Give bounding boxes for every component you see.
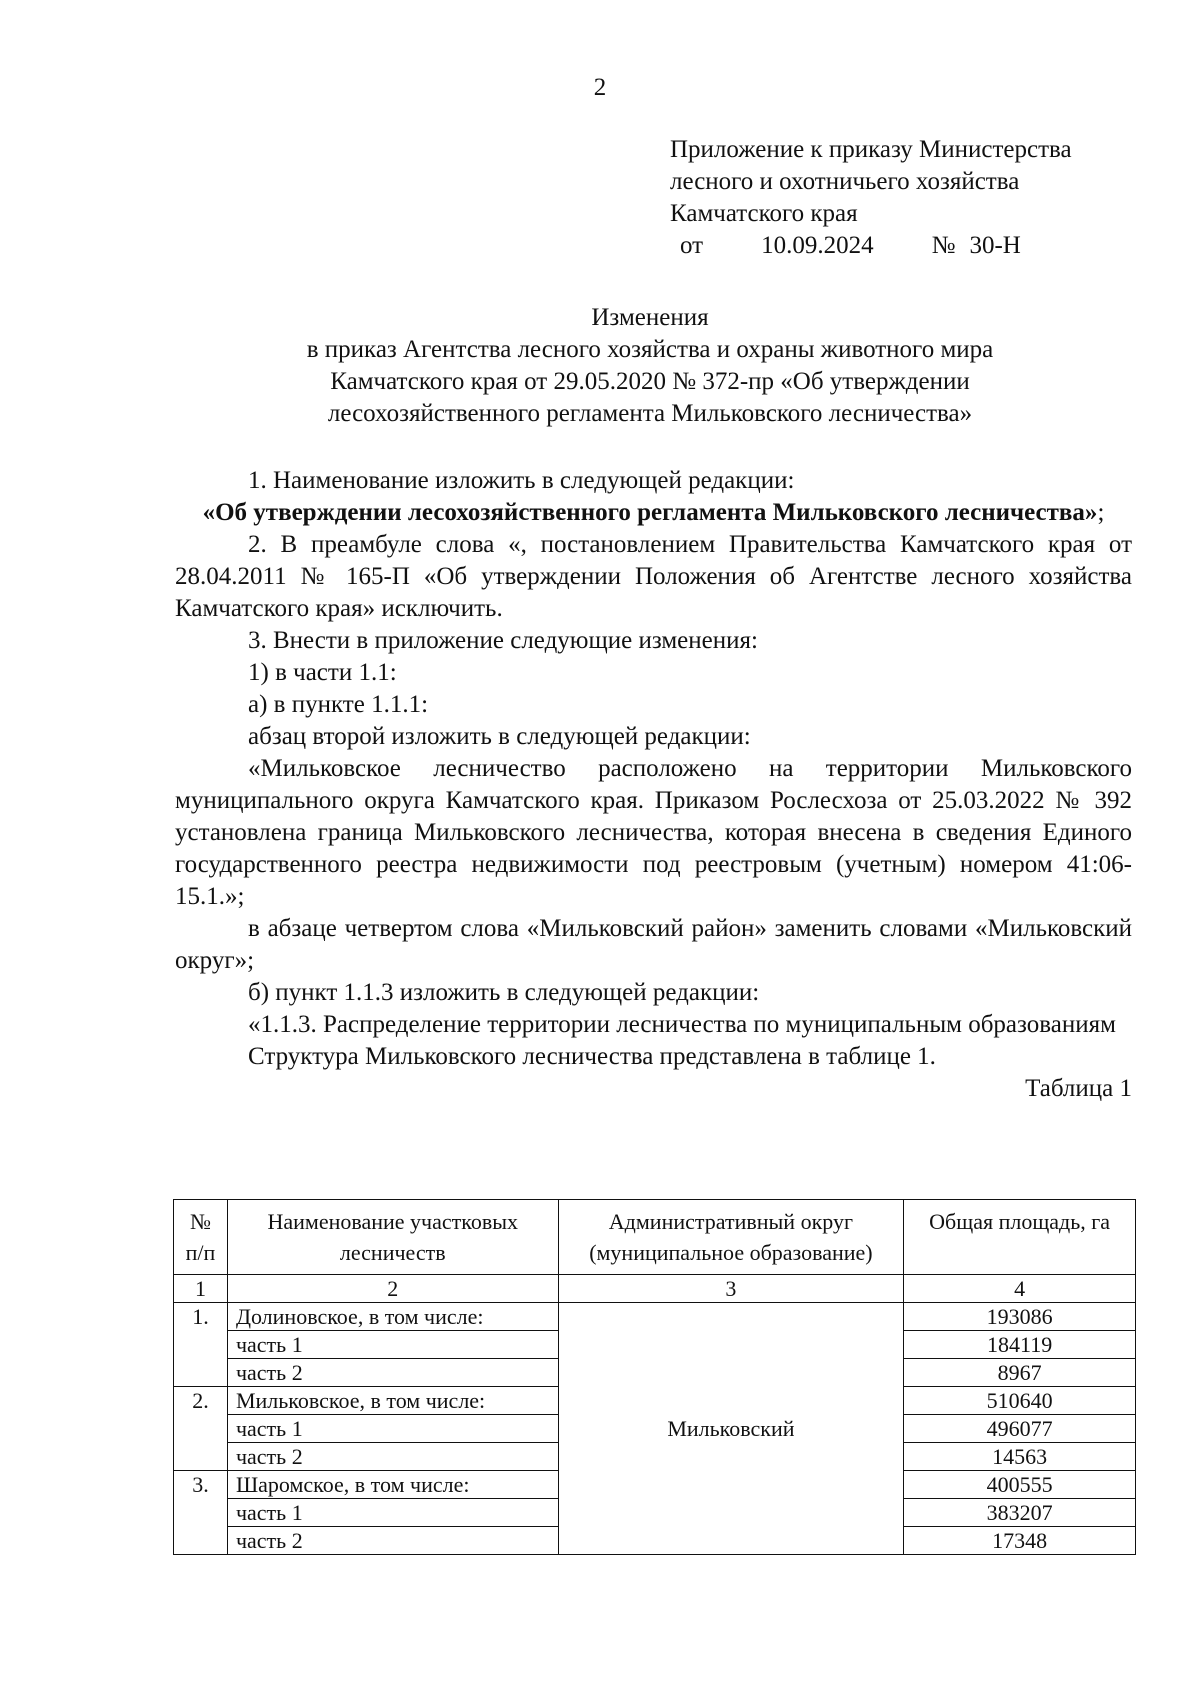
forestry-name: Шаромское, в том числе:	[227, 1471, 558, 1499]
header-area: Общая площадь, га	[904, 1200, 1136, 1275]
column-number: 3	[558, 1275, 904, 1303]
appendix-line-2: лесного и охотничьего хозяйства	[670, 168, 1020, 195]
column-number: 2	[227, 1275, 558, 1303]
area-value: 8967	[904, 1359, 1136, 1387]
area-value: 383207	[904, 1499, 1136, 1527]
column-number: 4	[904, 1275, 1136, 1303]
forestry-table	[173, 1199, 1136, 1555]
area-value: 17348	[904, 1527, 1136, 1555]
forestry-name: часть 1	[227, 1415, 558, 1443]
table-caption: Таблица 1	[1025, 1075, 1132, 1102]
paragraph-7: «Мильковское лесничество расположено на территории Мильковского муниципального округа Камчатского края. Приказом Рослесхоза от 25.03.2022 № 392 установлена граница Мильковского лесничества, которая внесена в сведения Единого государственного реестра недвижимости под реестровым (учетным) номером 41:06-15.1.»;	[175, 755, 1132, 910]
order-number: 30-Н	[969, 232, 1021, 259]
appendix-block	[670, 134, 1140, 262]
document-title	[160, 302, 1140, 430]
forestry-name: часть 2	[227, 1527, 558, 1555]
table-header-row	[174, 1200, 1136, 1275]
new-name-paragraph	[175, 497, 1132, 529]
area-value: 184119	[904, 1331, 1136, 1359]
new-name-end: ;	[1097, 499, 1105, 526]
title-line-1: Изменения	[591, 304, 709, 331]
forestry-name: часть 1	[227, 1499, 558, 1527]
title-line-4: лесохозяйственного регламента Мильковского лесничества»	[327, 400, 973, 427]
new-name-bold: «Об утверждении лесохозяйственного регламента Мильковского лесничества»	[202, 499, 1098, 526]
paragraph-10: «1.1.3. Распределение территории лесничества по муниципальным образованиям	[248, 1011, 1116, 1038]
area-value: 496077	[904, 1415, 1136, 1443]
order-date: 10.09.2024	[761, 232, 874, 259]
paragraph-5: а) в пункте 1.1.1:	[248, 691, 429, 718]
paragraph-8: в абзаце четвертом слова «Мильковский район» заменить словами «Мильковский округ»;	[175, 915, 1132, 974]
forestry-name: часть 1	[227, 1331, 558, 1359]
row-number: 3.	[174, 1471, 228, 1555]
appendix-line-3: Камчатского края	[670, 200, 858, 227]
paragraph-9: б) пункт 1.1.3 изложить в следующей редакции:	[248, 979, 760, 1006]
paragraph-4: 1) в части 1.1:	[248, 659, 397, 686]
forestry-name: часть 2	[227, 1443, 558, 1471]
document-body	[175, 465, 1132, 1105]
area-value: 510640	[904, 1387, 1136, 1415]
page-number: 2	[593, 74, 607, 101]
order-line	[670, 230, 1140, 262]
forestry-name: часть 2	[227, 1359, 558, 1387]
table-row	[174, 1303, 1136, 1331]
appendix-line-1: Приложение к приказу Министерства	[670, 136, 1072, 163]
paragraph-1: 1. Наименование изложить в следующей редакции:	[248, 467, 795, 494]
row-number: 1.	[174, 1303, 228, 1387]
paragraph-11: Структура Мильковского лесничества представлена в таблице 1.	[248, 1043, 936, 1070]
area-value: 193086	[904, 1303, 1136, 1331]
header-name: Наименование участковых лесничеств	[227, 1200, 558, 1275]
paragraph-6: абзац второй изложить в следующей редакции:	[248, 723, 751, 750]
paragraph-3: 3. Внести в приложение следующие изменения:	[248, 627, 758, 654]
area-value: 400555	[904, 1471, 1136, 1499]
column-number: 1	[174, 1275, 228, 1303]
header-number: № п/п	[174, 1200, 228, 1275]
area-value: 14563	[904, 1443, 1136, 1471]
forestry-name: Мильковское, в том числе:	[227, 1387, 558, 1415]
header-district: Административный округ (муниципальное образование)	[558, 1200, 904, 1275]
forestry-name: Долиновское, в том числе:	[227, 1303, 558, 1331]
row-number: 2.	[174, 1387, 228, 1471]
title-line-3: Камчатского края от 29.05.2020 № 372-пр «Об утверждении	[330, 368, 970, 395]
table-column-numbers-row	[174, 1275, 1136, 1303]
title-line-2: в приказ Агентства лесного хозяйства и охраны животного мира	[306, 336, 994, 363]
order-prefix: от	[680, 232, 704, 259]
district-cell: Мильковский	[558, 1303, 904, 1555]
paragraph-2: 2. В преамбуле слова «, постановлением Правительства Камчатского края от 28.04.2011 № 165-П «Об утверждении Положения об Агентстве лесного хозяйства Камчатского края» исключить.	[175, 531, 1132, 622]
order-number-sign: №	[931, 232, 956, 259]
